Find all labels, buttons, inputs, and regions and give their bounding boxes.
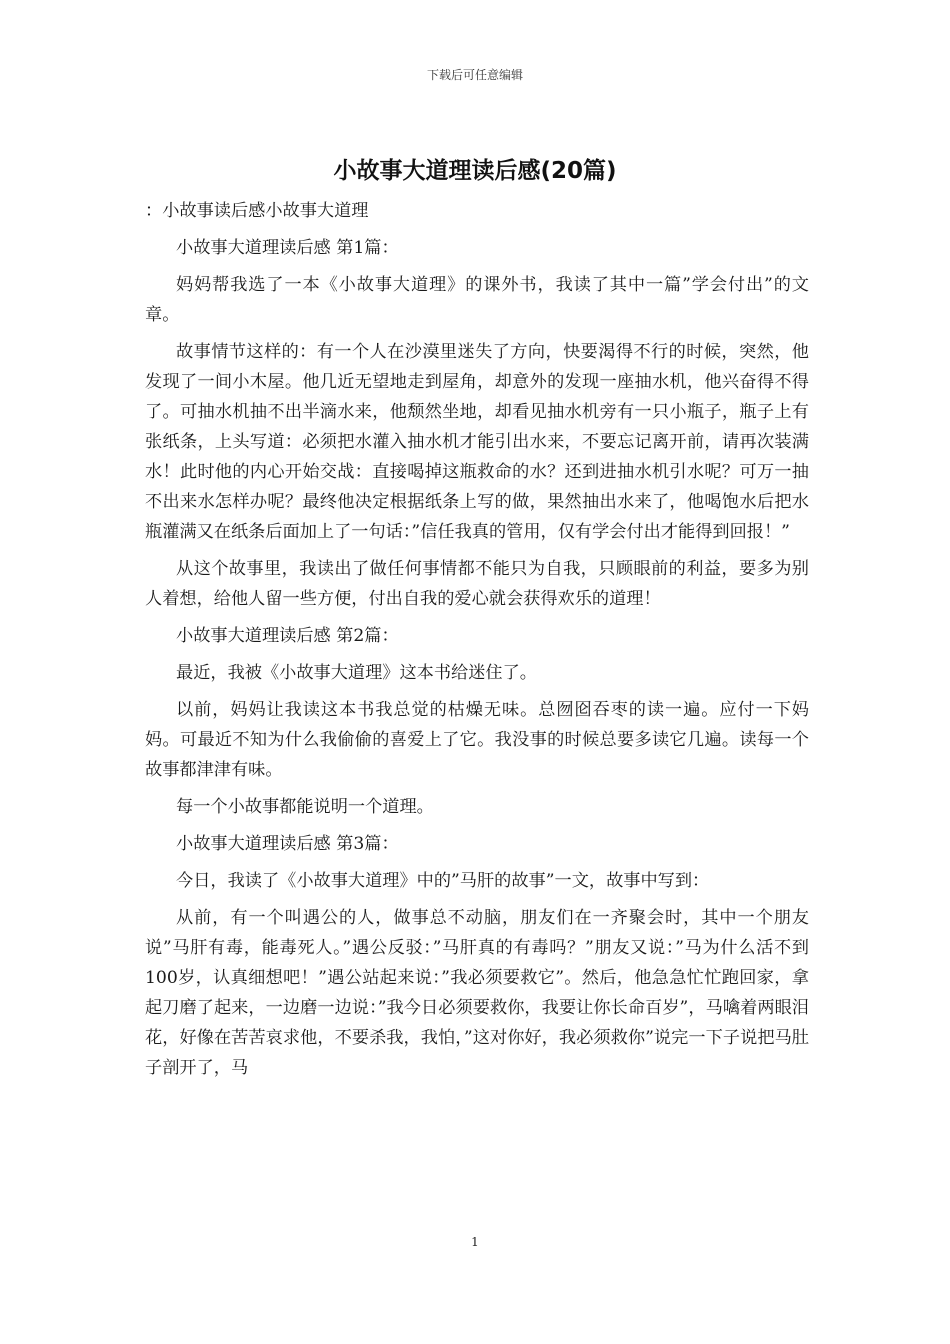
section-heading: 小故事大道理读后感 第1篇：	[176, 238, 399, 258]
body-paragraph: 以前，妈妈让我读这本书我总觉的枯燥无味。总囫囵吞枣的读一遍。应付一下妈妈。可最近不知为什么我偷偷的喜爱上了它。我没事的时候总要多读它几遍。读每一个故事都津津有味。	[145, 700, 809, 780]
document-title: 小故事大道理读后感(20篇)	[333, 158, 617, 184]
body-paragraph: 从这个故事里，我读出了做任何事情都不能只为自我，只顾眼前的利益，要多为别人着想，给他人留一些方便，付出自我的爱心就会获得欢乐的道理！	[145, 559, 809, 609]
subtitle-line: ：小故事读后感小故事大道理	[145, 201, 369, 221]
page-number: 1	[471, 1235, 479, 1249]
body-paragraph: 今日，我读了《小故事大道理》中的”马肝的故事”一文，故事中写到：	[176, 871, 710, 891]
document-body	[145, 196, 809, 1090]
body-paragraph: 每一个小故事都能说明一个道理。	[176, 797, 434, 817]
section-heading: 小故事大道理读后感 第2篇：	[176, 626, 399, 646]
page-header: 下载后可任意编辑	[426, 68, 523, 82]
section-heading: 小故事大道理读后感 第3篇：	[176, 834, 399, 854]
body-paragraph: 最近，我被《小故事大道理》这本书给迷住了。	[176, 663, 537, 683]
body-paragraph: 妈妈帮我选了一本《小故事大道理》的课外书，我读了其中一篇”学会付出”的文章。	[145, 275, 809, 325]
body-paragraph: 故事情节这样的：有一个人在沙漠里迷失了方向，快要渴得不行的时候，突然，他发现了一间小木屋。他几近无望地走到屋角，却意外的发现一座抽水机，他兴奋得不得了。可抽水机抽不出半滴水来，他颓然坐地，却看见抽水机旁有一只小瓶子，瓶子上有张纸条，上头写道：必须把水灌入抽水机才能引出水来，不要忘记离开前，请再次装满水！此时他的内心开始交战：直接喝掉这瓶救命的水？还到进抽水机引水呢？可万一抽不出来水怎样办呢？最终他决定根据纸条上写的做，果然抽出水来了，他喝饱水后把水瓶灌满又在纸条后面加上了一句话：”信任我真的管用，仅有学会付出才能得到回报！”	[145, 342, 809, 542]
body-paragraph: 从前，有一个叫遇公的人，做事总不动脑，朋友们在一齐聚会时，其中一个朋友说”马肝有毒，能毒死人。”遇公反驳：”马肝真的有毒吗？”朋友又说：”马为什么活不到100岁，认真细想吧！”遇公站起来说：”我必须要救它”。然后，他急急忙忙跑回家，拿起刀磨了起来，一边磨一边说：”我今日必须要救你，我要让你长命百岁”，马噙着两眼泪花，好像在苦苦哀求他，不要杀我，我怕，”这对你好，我必须救你”说完一下子说把马肚子剖开了，马	[145, 908, 809, 1078]
